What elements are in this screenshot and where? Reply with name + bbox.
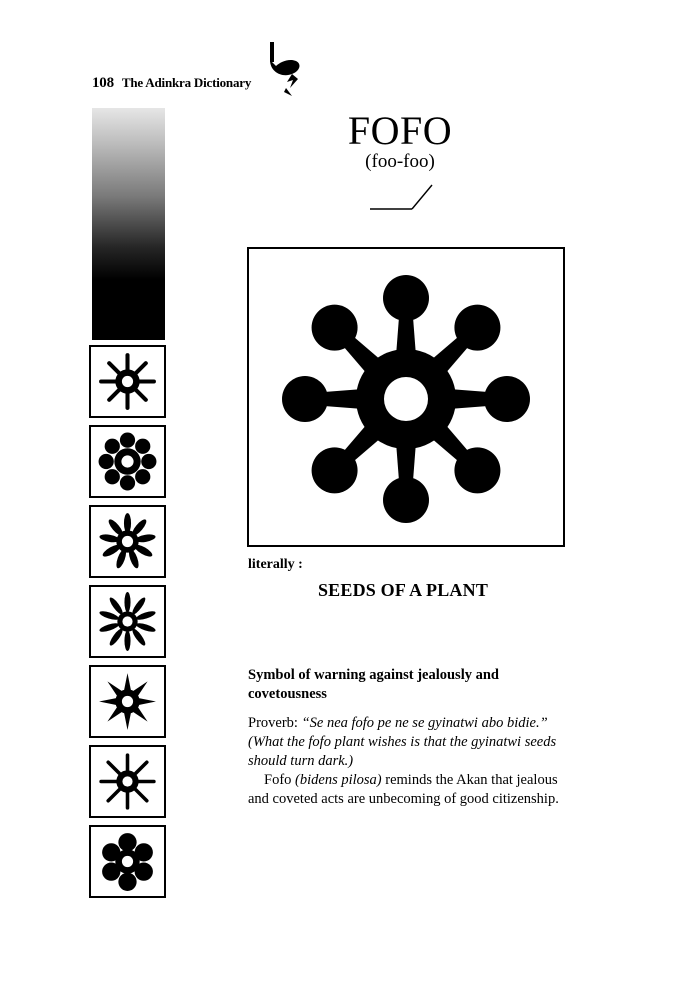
para-italic: (bidens pilosa) <box>295 772 382 788</box>
book-title: The Adinkra Dictionary <box>121 75 252 90</box>
fofo-variant-7-icon <box>95 829 160 894</box>
fofo-variant-3-icon <box>95 509 160 574</box>
fofo-seed-symbol-icon <box>249 249 563 545</box>
thumbnail-7 <box>89 825 166 898</box>
thumbnail-5 <box>89 665 166 738</box>
proverb-line <box>248 714 572 771</box>
fofo-variant-4-icon <box>95 589 160 654</box>
proverb-translation: (What the fofo plant wishes is that the gyinatwi seeds should turn dark.) <box>248 734 557 769</box>
literally-label: literally : <box>248 557 303 572</box>
fofo-variant-5-icon <box>95 669 160 734</box>
sidebar-thumbnails <box>89 345 166 905</box>
para-start: Fofo <box>264 772 292 788</box>
explanation-paragraph <box>248 771 572 809</box>
main-symbol-frame <box>247 247 565 547</box>
thumbnail-6 <box>89 745 166 818</box>
page-number: 108 <box>92 75 114 91</box>
running-head <box>92 75 251 92</box>
fofo-variant-6-icon <box>95 749 160 814</box>
pronunciation: (foo-foo) <box>365 151 435 172</box>
tone-mark-icon <box>368 183 434 213</box>
fofo-variant-1-icon <box>95 349 160 414</box>
thumbnail-4 <box>89 585 166 658</box>
thumbnail-2 <box>89 425 166 498</box>
fofo-variant-2-icon <box>95 429 160 494</box>
thumbnail-1 <box>89 345 166 418</box>
bird-logo-icon <box>262 42 310 98</box>
symbol-meaning: Symbol of warning against jealously and covetousness <box>248 667 499 702</box>
thumbnail-3 <box>89 505 166 578</box>
sidebar-gradient-bar <box>92 108 165 340</box>
proverb-text: “Se nea fofo pe ne se gyinatwi abo bidie.” <box>301 715 548 731</box>
symbol-title: FOFO <box>347 108 453 153</box>
literal-meaning: SEEDS OF A PLANT <box>317 580 489 600</box>
proverb-label: Proverb: <box>248 715 298 731</box>
proverb-section <box>248 714 572 809</box>
para-rest: reminds the Akan that jealous and coveted acts are unbecoming of good citizenship. <box>248 772 559 807</box>
